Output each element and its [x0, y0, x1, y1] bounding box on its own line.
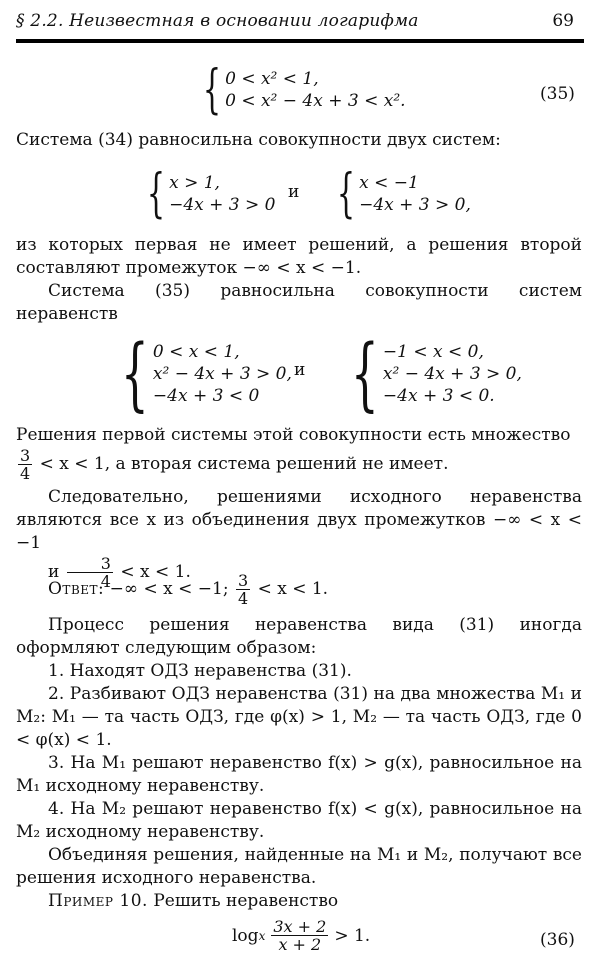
formula-36 — [232, 918, 370, 953]
system-rows — [359, 168, 471, 220]
inline-text: и — [48, 562, 60, 582]
paragraph-line: Решения первой системы этой совокупности есть множество — [16, 425, 571, 445]
paragraph: Процесс решения неравенства вида (31) иногда оформляют следующим образом: — [16, 615, 582, 658]
equation-number: (35) — [540, 84, 575, 104]
left-brace: { — [146, 164, 166, 224]
system-rows — [225, 64, 405, 116]
paragraph-text: Следовательно, решениями исходного неравенства являются все x из объединения двух промежутков −∞ < x < −1 — [16, 487, 582, 553]
system-row: x > 1, — [169, 173, 220, 193]
paragraph: Система (35) равносильна совокупности систем неравенств — [16, 281, 582, 324]
step-item: 4. На M₂ решают неравенство f(x) < g(x), равносильное на M₂ исходному неравенству. — [16, 799, 582, 842]
running-header — [16, 11, 582, 31]
denominator: 4 — [20, 464, 31, 483]
denominator: 4 — [100, 572, 111, 591]
log-operator: log — [232, 925, 259, 946]
denominator: x + 2 — [278, 935, 322, 954]
example-line — [16, 890, 582, 913]
system-row: −1 < x < 0, — [382, 342, 484, 362]
system-35 — [188, 60, 406, 120]
numerator: 3 — [67, 555, 113, 573]
inline-text: Решить неравенство — [153, 891, 339, 911]
step-item: 2. Разбивают ОДЗ неравенства (31) на два множества M₁ и M₂: M₁ — та часть ОДЗ, где φ(x) > 1, M₂ — та часть ОДЗ, где 0 < φ(x) < 1. — [16, 684, 582, 750]
numerator: 3 — [20, 446, 31, 465]
denominator: 4 — [237, 589, 249, 608]
step-item: 1. Находят ОДЗ неравенства (31). — [48, 661, 352, 681]
answer-line — [16, 572, 582, 607]
example-label: Пример 10. — [48, 891, 148, 911]
left-brace: { — [336, 164, 356, 224]
header-rule — [16, 39, 584, 43]
left-brace: { — [120, 327, 149, 420]
inline-text: > 1. — [334, 925, 371, 946]
paragraph: Объединяя решения, найденные на M₁ и M₂, получают все решения исходного неравенства. — [16, 845, 582, 888]
fraction — [18, 447, 32, 482]
system-rows — [383, 334, 522, 414]
answer-label: Ответ: — [48, 579, 105, 599]
system-rows — [169, 168, 275, 220]
log-base: x — [258, 928, 266, 943]
inline-text: < x < 1. — [257, 579, 329, 599]
numerator: 3x + 2 — [273, 917, 327, 936]
system-row: −4x + 3 > 0, — [359, 195, 471, 215]
section-title: § 2.2. Неизвестная в основании логарифма — [16, 11, 419, 31]
left-brace: { — [350, 327, 379, 420]
system-row: −4x + 3 > 0 — [169, 195, 276, 215]
paragraph: из которых первая не имеет решений, а решения второй составляют промежуток −∞ < x < −1. — [16, 235, 582, 278]
system-row: 0 < x² < 1, — [225, 69, 319, 89]
inline-text: < x < 1. — [120, 562, 191, 582]
inline-text: < x < 1, а вторая система решений не имеет. — [39, 454, 449, 474]
inline-text: −∞ < x < −1; — [109, 579, 229, 599]
system-left — [98, 327, 292, 420]
equation-number: (36) — [540, 930, 575, 950]
paragraph-line — [16, 447, 582, 482]
conjunction: и — [294, 360, 306, 380]
system-row: x² − 4x + 3 > 0, — [382, 364, 522, 384]
step-item: 3. На M₁ решают неравенство f(x) > g(x), равносильное на M₁ исходному неравенству. — [16, 753, 582, 796]
paragraph — [16, 424, 582, 482]
system-right — [328, 327, 522, 420]
system-row: x < −1 — [359, 173, 419, 193]
page-number: 69 — [552, 11, 574, 31]
system-row: 0 < x² − 4x + 3 < x². — [225, 91, 406, 111]
system-row: −4x + 3 < 0 — [152, 386, 260, 406]
left-brace: { — [202, 60, 222, 120]
system-row: x² − 4x + 3 > 0, — [152, 364, 292, 384]
system-rows — [153, 334, 292, 414]
fraction — [271, 918, 328, 953]
numerator: 3 — [237, 571, 249, 590]
conjunction: и — [288, 182, 300, 202]
system-row: 0 < x < 1, — [152, 342, 240, 362]
system-row: −4x + 3 < 0. — [382, 386, 495, 406]
paragraph: Система (34) равносильна совокупности двух систем: — [16, 130, 501, 150]
fraction — [236, 572, 250, 607]
system-left — [132, 164, 276, 224]
system-right — [322, 164, 471, 224]
